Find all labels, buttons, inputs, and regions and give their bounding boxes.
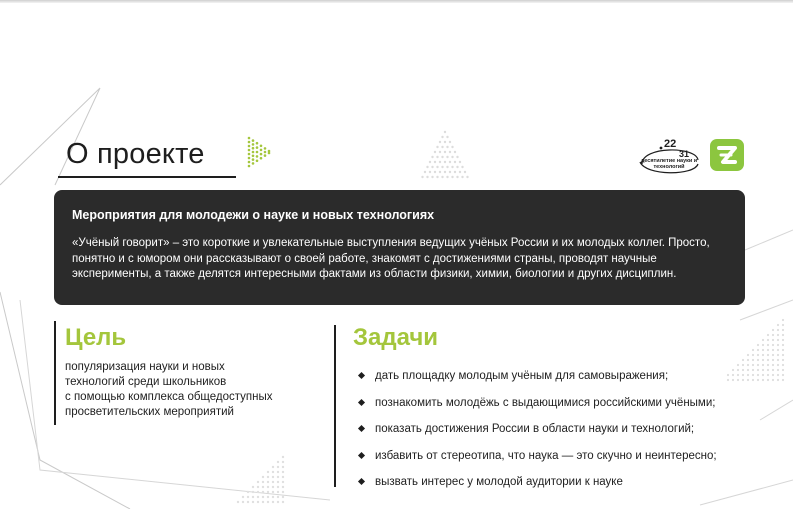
decade-logo-year-bottom: 31 — [679, 149, 690, 159]
diamond-bullet-icon — [358, 425, 365, 432]
diamond-bullet-icon — [358, 398, 365, 405]
play-arrow-icon — [247, 136, 273, 168]
task-item — [356, 394, 776, 421]
tasks-heading: Задачи — [353, 324, 439, 351]
page-title: О проекте — [66, 138, 205, 170]
card-description: «Учёный говорит» – это короткие и увлекательные выступления ведущих учёных России и их молодых коллег. Просто, понятно и с юмором они рассказывают о своей работе, знакомят с достижениями страны, проводят научные эксперименты, а также делятся интересными фактами из области физики, химии, биологии и других дисциплин. — [72, 237, 710, 280]
task-text: дать площадку молодым учёным для самовыражения; — [375, 370, 669, 382]
task-text: познакомить молодёжь с выдающимися российскими учёными; — [375, 396, 716, 409]
task-item — [356, 473, 776, 500]
goal-text: популяризация науки и новых технологий среди школьников с помощью комплекса общедоступных просветительских мероприятий — [65, 361, 273, 418]
card-title: Мероприятия для молодежи о науке и новых технологиях — [72, 208, 435, 222]
decade-logo-year-top: 22 — [664, 138, 677, 150]
dot-triangle-decor-top — [400, 130, 490, 182]
task-text: избавить от стереотипа, что наука — это скучно и неинтересно; — [375, 449, 717, 462]
diamond-bullet-icon — [358, 372, 365, 379]
task-text: показать достижения России в области науки и технологий; — [375, 423, 695, 435]
task-item — [356, 367, 776, 394]
diamond-bullet-icon — [358, 478, 365, 485]
title-underline — [58, 176, 236, 178]
znanie-logo-icon — [710, 139, 744, 171]
diamond-bullet-icon — [358, 451, 365, 458]
goal-divider — [54, 321, 56, 425]
decade-of-science-logo — [636, 138, 702, 178]
goal-heading: Цель — [65, 324, 127, 351]
tasks-divider — [334, 325, 336, 487]
task-item — [356, 420, 776, 447]
task-text: вызвать интерес у молодой аудитории к науке — [375, 476, 623, 488]
task-item — [356, 447, 776, 474]
decade-logo-caption: десятилетие науки и технологий — [640, 158, 698, 170]
intro-card — [54, 190, 745, 305]
tasks-list — [356, 367, 776, 500]
dot-triangle-decor-bottom — [195, 455, 285, 509]
